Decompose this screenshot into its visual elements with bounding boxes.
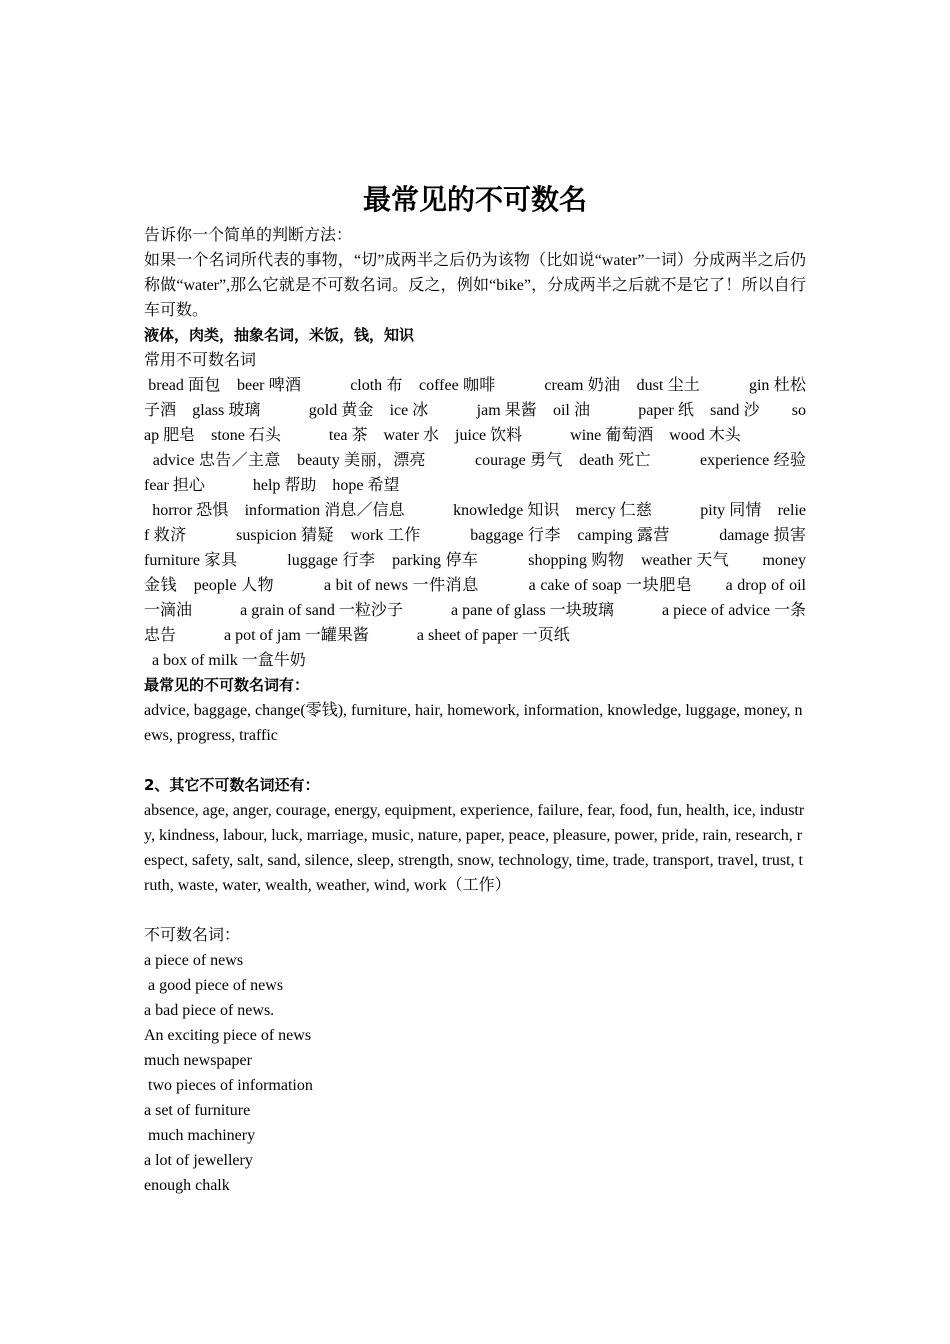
vocab-paragraph-2: advice 忠告／主意 beauty 美丽，漂亮 courage 勇气 death 死亡 experience 经验 fear 担心 help 帮助 hope 希望: [144, 452, 823, 494]
vocab-paragraph-3: horror 恐惧 information 消息／信息 knowledge 知识 mercy 仁慈 pity 同情 relief 救济 suspicion 猜疑 work 工作 baggage 行李 camping 露营 damage 损害 furniture 家具 luggage 行李 parking 停车 shopping 购物 weather 天气 money 金钱 people 人物 a bit of news 一件消息 a cake of soap 一块肥皂 a drop of oil 一滴油 a grain of sand 一粒沙子 a pane of glass 一块玻璃 a piece of advice 一条忠告 a pot of jam 一罐果酱 a sheet of paper 一页纸: [144, 502, 823, 644]
phrase-item: a set of furniture: [144, 1102, 251, 1119]
phrase-item: a good piece of news: [144, 977, 284, 994]
vocab-paragraph-4: a box of milk 一盒牛奶: [144, 652, 306, 669]
common-heading: 常用不可数名词: [144, 352, 257, 369]
phrase-item: much newspaper: [144, 1052, 252, 1069]
vocab-paragraph-1: bread 面包 beer 啤酒 cloth 布 coffee 咖啡 cream 奶油 dust 尘土 gin 杜松子酒 glass 玻璃 gold 黄金 ice 冰 jam 果酱 oil 油 paper 纸 sand 沙 soap 肥皂 stone 石头 tea 茶 water 水 juice 饮料 wine 葡萄酒 wood 木头: [144, 377, 806, 444]
most-common-list: advice, baggage, change(零钱), furniture, hair, homework, information, knowledge, luggage, money, news, progress, traffic: [144, 702, 803, 744]
phrase-item: An exciting piece of news: [144, 1027, 312, 1044]
document-body: [144, 223, 823, 1198]
other-list: absence, age, anger, courage, energy, equipment, experience, failure, fear, food, fun, health, ice, industry, kindness, labour, luck, marriage, music, nature, paper, peace, pleasure, power, pride, rain, research, respect, safety, salt, sand, silence, sleep, strength, snow, technology, time, trade, transport, travel, trust, truth, waste, water, wealth, weather, wind, work（工作）: [144, 802, 805, 894]
intro-heading: 告诉你一个简单的判断方法：: [144, 227, 353, 244]
phrase-item: a bad piece of news.: [144, 1002, 275, 1019]
spacer: [144, 748, 806, 773]
uncountable-heading: 不可数名词：: [144, 927, 241, 944]
phrase-item: two pieces of information: [144, 1077, 313, 1094]
intro-text: 如果一个名词所代表的事物，“切”成两半之后仍为该物（比如说“water”一词）分成两半之后仍称做“water”,那么它就是不可数名词。反之，例如“bike”，分成两半之后就不是它了！所以自行车可数。: [144, 252, 806, 319]
phrase-item: enough chalk: [144, 1177, 230, 1194]
phrase-item: much machinery: [144, 1127, 256, 1144]
phrase-item: a lot of jewellery: [144, 1152, 253, 1169]
other-heading: 2、其它不可数名词还有：: [144, 776, 320, 794]
phrase-item: a piece of news: [144, 952, 244, 969]
most-common-heading: 最常见的不可数名词有：: [144, 676, 310, 694]
page-title: 最常见的不可数名: [362, 183, 587, 216]
categories-line: 液体，肉类，抽象名词，米饭，钱，知识: [144, 326, 415, 344]
spacer: [144, 898, 806, 923]
